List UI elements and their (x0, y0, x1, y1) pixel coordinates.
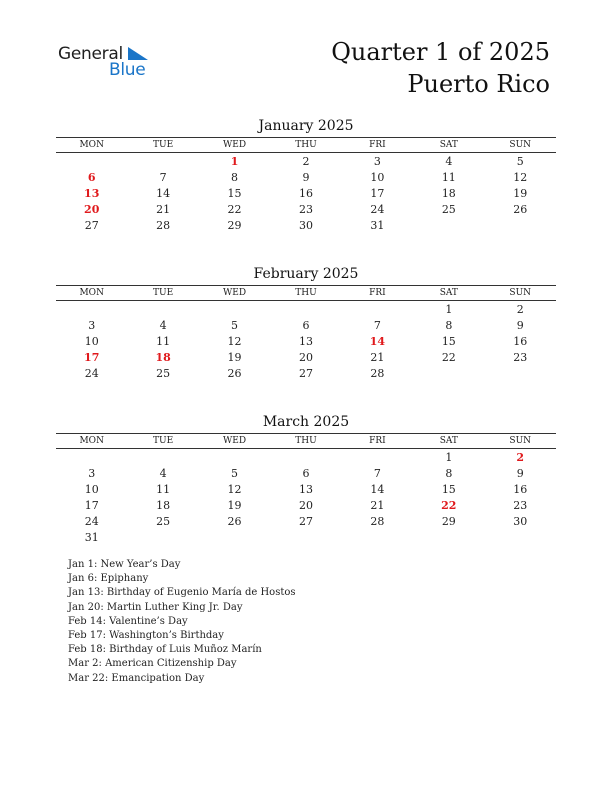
day-cell: 1 (445, 450, 453, 464)
day-cell: 9 (302, 170, 310, 184)
weekday-label: SAT (439, 436, 458, 446)
logo-triangle-icon (126, 47, 148, 61)
day-cell: 17 (370, 186, 385, 200)
day-cell: 1 (445, 302, 453, 316)
day-cell: 19 (227, 350, 242, 364)
month-title: March 2025 (262, 414, 350, 430)
weekday-header (56, 137, 556, 153)
day-cell: 6 (302, 318, 310, 332)
holiday-day-cell: 2 (516, 450, 525, 464)
title-quarter: Quarter 1 of 2025 (331, 38, 550, 66)
week-row (56, 333, 556, 349)
day-cell: 7 (373, 466, 381, 480)
day-cell: 15 (441, 482, 456, 496)
day-cell: 29 (441, 514, 456, 528)
day-cell: 3 (88, 318, 96, 332)
day-cell: 24 (84, 514, 99, 528)
day-cell: 11 (156, 482, 171, 496)
day-cell: 20 (298, 350, 313, 364)
month-march (56, 413, 556, 545)
holiday-entry: Jan 1: New Year’s Day (68, 559, 181, 570)
day-cell: 26 (227, 514, 242, 528)
day-cell: 7 (373, 318, 381, 332)
day-cell: 22 (441, 350, 456, 364)
holiday-day-cell: 22 (441, 498, 457, 512)
week-row (56, 513, 556, 529)
weekday-label: TUE (153, 140, 174, 150)
day-cell: 17 (84, 498, 99, 512)
holiday-entry: Feb 14: Valentine’s Day (68, 615, 188, 627)
weekday-label: THU (295, 140, 317, 150)
week-row (56, 217, 556, 233)
weekday-label: FRI (369, 288, 386, 298)
day-cell: 11 (156, 334, 171, 348)
week-row (56, 365, 556, 381)
week-row (56, 317, 556, 333)
day-cell: 21 (370, 498, 385, 512)
day-cell: 28 (370, 514, 385, 528)
day-cell: 24 (84, 366, 99, 380)
day-cell: 23 (513, 350, 528, 364)
day-cell: 27 (298, 366, 313, 380)
day-cell: 13 (298, 334, 313, 348)
day-cell: 26 (513, 202, 528, 216)
weekday-label: THU (295, 288, 317, 298)
day-cell: 28 (370, 366, 385, 380)
day-cell: 8 (445, 466, 453, 480)
weekday-label: THU (295, 436, 317, 446)
day-cell: 9 (516, 466, 524, 480)
weekday-label: TUE (153, 436, 174, 446)
holiday-entry: Mar 2: American Citizenship Day (68, 658, 237, 670)
holiday-day-cell: 20 (84, 202, 100, 216)
day-cell: 16 (513, 334, 528, 348)
brand-logo (58, 44, 168, 84)
day-cell: 8 (231, 170, 239, 184)
day-cell: 31 (370, 218, 385, 232)
day-cell: 19 (513, 186, 528, 200)
weekday-label: WED (223, 436, 247, 446)
day-cell: 22 (227, 202, 242, 216)
day-cell: 14 (156, 186, 171, 200)
day-cell: 4 (159, 466, 167, 480)
week-row (56, 153, 556, 169)
holiday-day-cell: 17 (84, 350, 100, 364)
holiday-day-cell: 1 (230, 154, 239, 168)
holiday-entry: Feb 18: Birthday of Luis Muñoz Marín (68, 644, 262, 656)
day-cell: 25 (441, 202, 456, 216)
day-cell: 27 (298, 514, 313, 528)
weekday-label: FRI (369, 140, 386, 150)
day-cell: 12 (227, 482, 242, 496)
day-cell: 10 (84, 482, 99, 496)
day-cell: 16 (513, 482, 528, 496)
holiday-day-cell: 6 (87, 170, 96, 184)
brand-word-blue: Blue (109, 60, 146, 80)
day-cell: 6 (302, 466, 310, 480)
brand-word-general: General (58, 44, 123, 64)
day-cell: 30 (298, 218, 313, 232)
day-cell: 18 (441, 186, 456, 200)
holiday-day-cell: 18 (155, 350, 171, 364)
day-cell: 9 (516, 318, 524, 332)
week-row (56, 449, 556, 465)
day-cell: 2 (302, 154, 310, 168)
day-cell: 5 (516, 154, 524, 168)
day-cell: 29 (227, 218, 242, 232)
day-cell: 21 (370, 350, 385, 364)
day-cell: 2 (516, 302, 524, 316)
day-cell: 12 (227, 334, 242, 348)
weekday-label: WED (223, 140, 247, 150)
holiday-list (68, 558, 296, 686)
day-cell: 4 (159, 318, 167, 332)
weekday-label: WED (223, 288, 247, 298)
weekday-label: MON (79, 140, 104, 150)
day-cell: 8 (445, 318, 453, 332)
holiday-entry: Jan 6: Epiphany (68, 573, 149, 585)
week-row (56, 201, 556, 217)
weekday-label: SUN (509, 140, 532, 150)
holiday-entry: Jan 20: Martin Luther King Jr. Day (68, 601, 243, 613)
day-cell: 11 (441, 170, 456, 184)
holiday-entry: Feb 17: Washington’s Birthday (68, 630, 224, 642)
day-cell: 7 (159, 170, 167, 184)
week-row (56, 349, 556, 365)
weekday-label: SAT (439, 140, 458, 150)
day-cell: 15 (441, 334, 456, 348)
day-cell: 31 (84, 530, 99, 544)
day-cell: 23 (298, 202, 313, 216)
weekday-label: MON (79, 288, 104, 298)
day-cell: 20 (298, 498, 313, 512)
day-cell: 16 (298, 186, 313, 200)
week-row (56, 529, 556, 545)
day-cell: 25 (156, 366, 171, 380)
day-cell: 30 (513, 514, 528, 528)
weekday-label: SUN (509, 288, 532, 298)
holiday-entry: Jan 13: Birthday of Eugenio María de Hostos (68, 587, 296, 599)
day-cell: 27 (84, 218, 99, 232)
week-row (56, 185, 556, 201)
weekday-header (56, 433, 556, 449)
weekday-label: TUE (153, 288, 174, 298)
day-cell: 5 (231, 318, 239, 332)
title-country: Puerto Rico (407, 70, 550, 98)
day-cell: 28 (156, 218, 171, 232)
week-row (56, 301, 556, 317)
holiday-day-cell: 14 (369, 334, 386, 348)
holiday-day-cell: 13 (84, 186, 100, 200)
holiday-entry: Mar 22: Emancipation Day (68, 672, 205, 684)
day-cell: 26 (227, 366, 242, 380)
day-cell: 3 (88, 466, 96, 480)
day-cell: 3 (373, 154, 381, 168)
day-cell: 19 (227, 498, 242, 512)
day-cell: 25 (156, 514, 171, 528)
weekday-label: FRI (369, 436, 386, 446)
day-cell: 14 (370, 482, 385, 496)
day-cell: 10 (84, 334, 99, 348)
weekday-label: SAT (439, 288, 458, 298)
month-january (56, 117, 556, 233)
day-cell: 13 (298, 482, 313, 496)
day-cell: 4 (445, 154, 453, 168)
weekday-label: SUN (509, 436, 532, 446)
weekday-header (56, 285, 556, 301)
day-cell: 10 (370, 170, 385, 184)
week-row (56, 481, 556, 497)
month-title: January 2025 (258, 118, 354, 134)
week-row (56, 497, 556, 513)
week-row (56, 169, 556, 185)
day-cell: 18 (156, 498, 171, 512)
day-cell: 12 (513, 170, 528, 184)
day-cell: 15 (227, 186, 242, 200)
day-cell: 5 (231, 466, 239, 480)
page-title (331, 36, 550, 100)
week-row (56, 465, 556, 481)
day-cell: 23 (513, 498, 528, 512)
weekday-label: MON (79, 436, 104, 446)
day-cell: 24 (370, 202, 385, 216)
month-february (56, 265, 556, 381)
day-cell: 21 (156, 202, 171, 216)
month-title: February 2025 (253, 266, 359, 282)
